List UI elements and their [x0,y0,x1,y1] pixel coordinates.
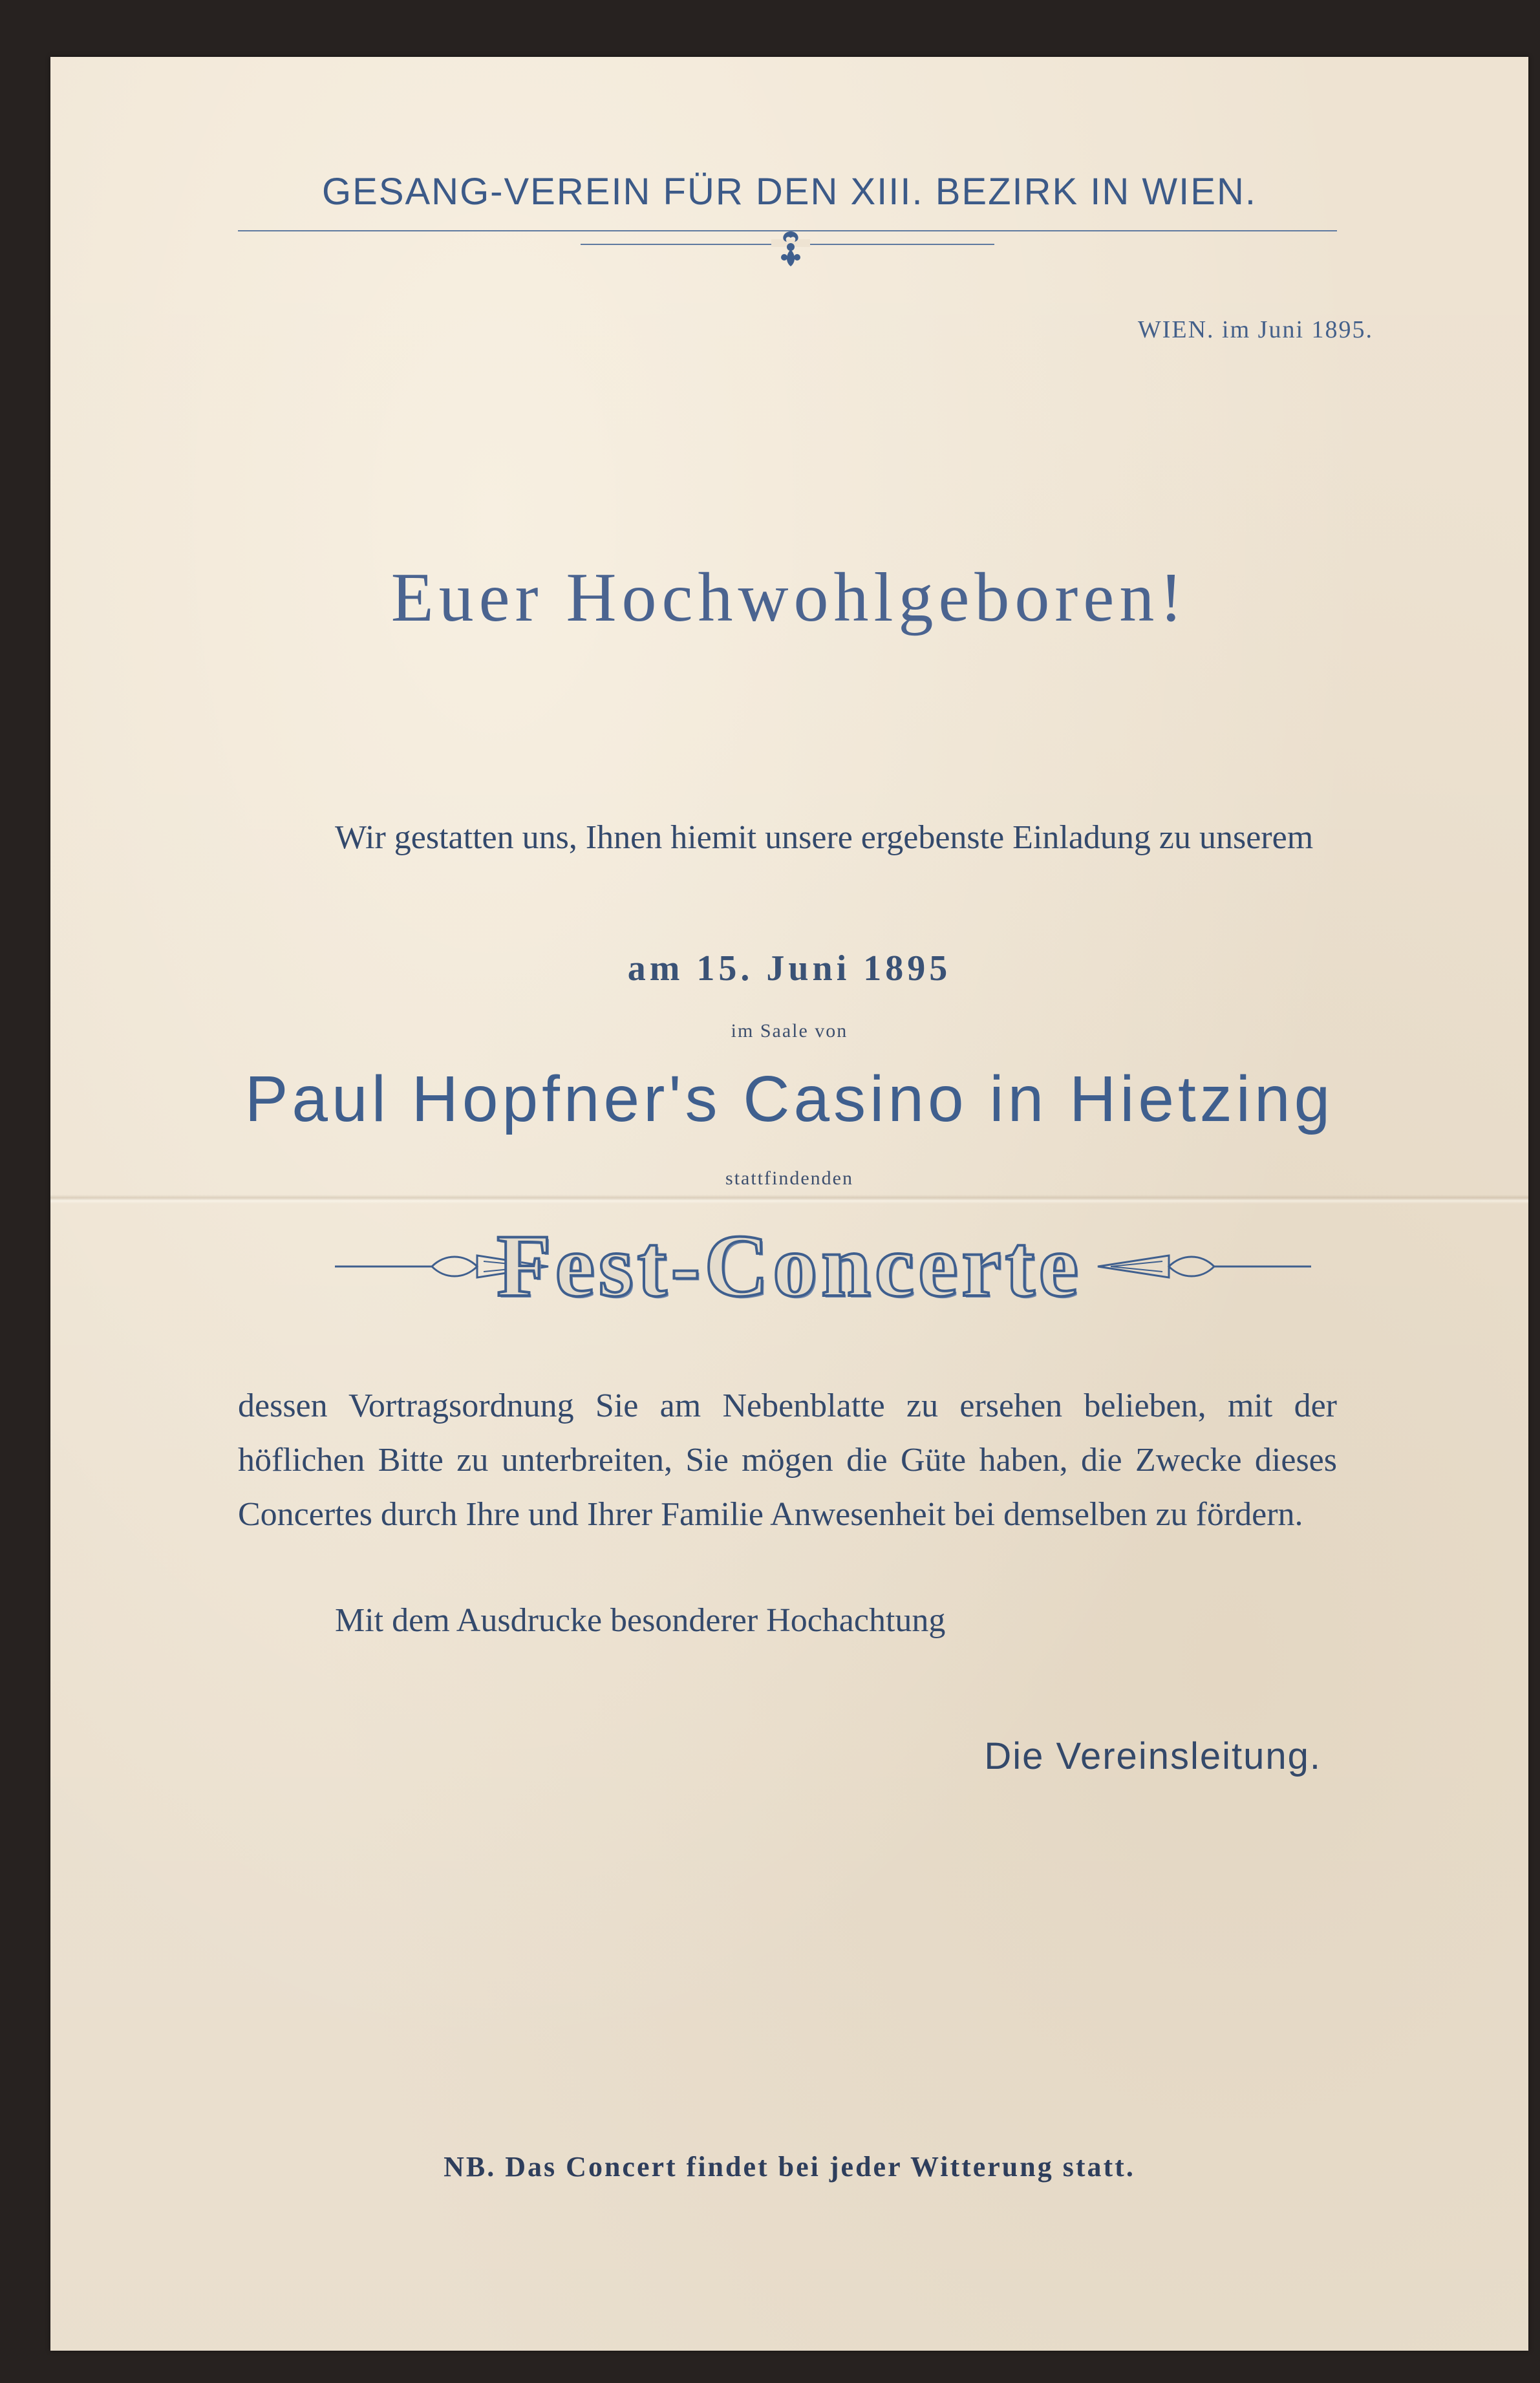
greeting: Euer Hochwohlgeboren! [390,559,1188,636]
venue-suffix: stattfindenden [725,1168,853,1189]
closing-line: Mit dem Ausdrucke besonderer Hochachtung [335,1602,946,1639]
signature: Die Vereinsleitung. [984,1735,1321,1777]
paper-fold [50,1195,1528,1204]
dateline: WIEN. im Juni 1895. [1137,316,1373,343]
invitation-intro [238,812,1337,864]
letter-sheet [50,57,1528,2351]
floral-ornament-icon [771,226,810,272]
event-title: Fest-Concerte [497,1216,1082,1315]
venue-prefix: im Saale von [731,1020,848,1042]
right-flourish-icon [1091,1250,1311,1283]
society-header: GESANG-VEREIN FÜR DEN XIII. BEZIRK IN WIEN. [322,171,1257,213]
venue-name: Paul Hopfner's Casino in Hietzing [244,1063,1334,1135]
invitation-body [238,1379,1337,1542]
body-text: dessen Vortragsordnung Sie am Nebenblatte zu ersehen belieben, mit der höflichen Bitte zu unterbreiten, Sie mögen die Güte haben, die Zwecke dieses Concertes durch Ihre und Ihrer Familie Anwesenheit bei demselben zu fördern. [238,1387,1337,1533]
intro-text: Wir gestatten uns, Ihnen hiemit unsere ergebenste Einladung zu unserem [335,819,1314,856]
event-date: am 15. Juni 1895 [627,948,952,988]
weather-note: NB. Das Concert findet bei jeder Witterung statt. [444,2151,1135,2183]
